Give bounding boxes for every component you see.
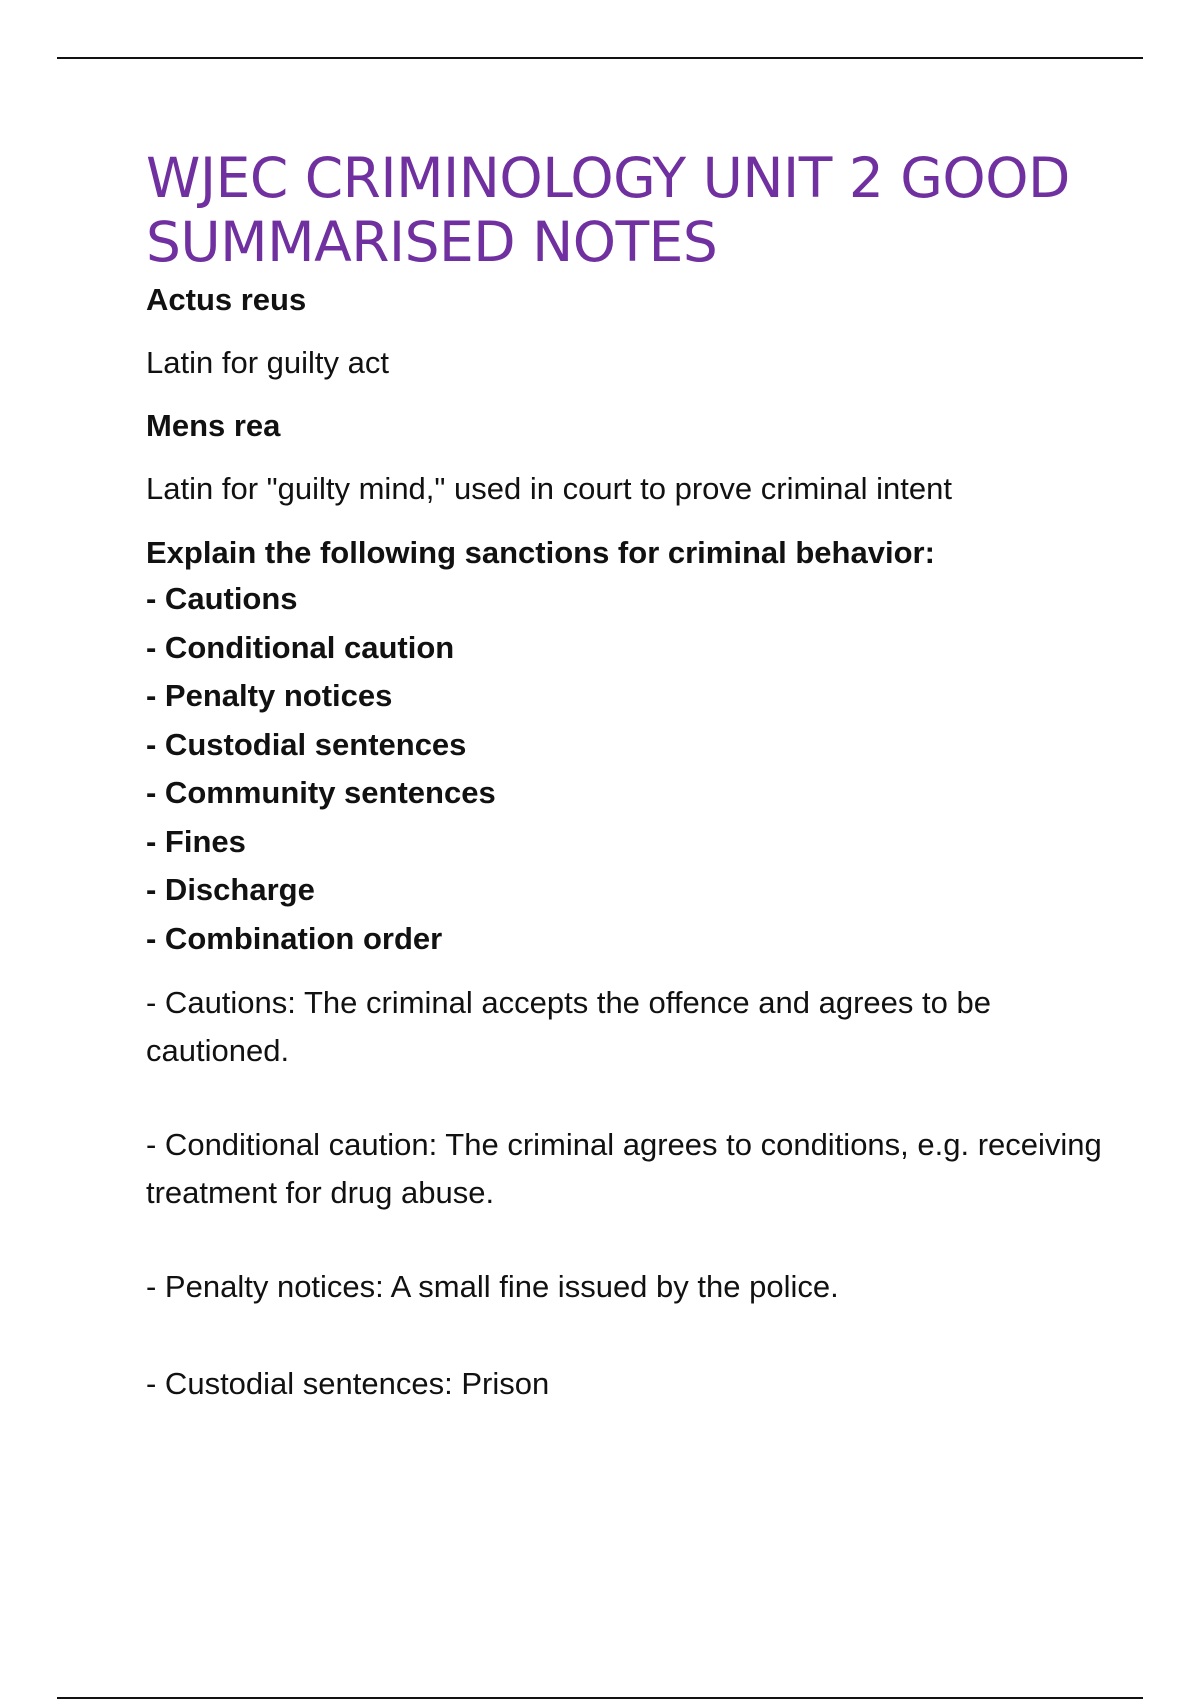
definition-actus-reus: Latin for guilty act bbox=[146, 345, 389, 380]
answer-custodial-sentences: - Custodial sentences: Prison bbox=[146, 1366, 550, 1401]
list-item: - Discharge bbox=[146, 872, 315, 907]
question-list bbox=[146, 575, 1106, 963]
card-mens-rea bbox=[146, 404, 1106, 511]
term-mens-rea: Mens rea bbox=[146, 408, 281, 443]
list-item: - Fines bbox=[146, 823, 246, 859]
definition-mens-rea: Latin for "guilty mind," used in court to prove criminal intent bbox=[146, 471, 952, 506]
bottom-rule bbox=[57, 1697, 1143, 1699]
answer-penalty-notices: - Penalty notices: A small fine issued by the police. bbox=[146, 1269, 839, 1304]
list-item: - Custodial sentences bbox=[146, 726, 467, 762]
list-item: - Conditional caution bbox=[146, 629, 455, 665]
list-item: - Penalty notices bbox=[146, 678, 393, 713]
list-item: - Community sentences bbox=[146, 775, 496, 810]
answer-conditional-caution: - Conditional caution: The criminal agrees to conditions, e.g. receiving treatment for drug abuse. bbox=[146, 1127, 1102, 1210]
answer-cautions: - Cautions: The criminal accepts the offence and agrees to be cautioned. bbox=[146, 985, 991, 1068]
term-actus-reus: Actus reus bbox=[146, 282, 307, 317]
question-heading: Explain the following sanctions for criminal behavior: bbox=[146, 535, 935, 570]
document-body bbox=[146, 146, 1106, 1408]
list-item: - Cautions bbox=[146, 581, 298, 616]
list-item: - Combination order bbox=[146, 920, 443, 956]
document-title: WJEC CRIMINOLOGY UNIT 2 GOOD SUMMARISED NOTES bbox=[146, 146, 1070, 274]
answer-block bbox=[146, 979, 1106, 1408]
card-actus-reus bbox=[146, 278, 1106, 385]
card-sanctions bbox=[146, 531, 1106, 1408]
top-rule bbox=[57, 57, 1143, 59]
